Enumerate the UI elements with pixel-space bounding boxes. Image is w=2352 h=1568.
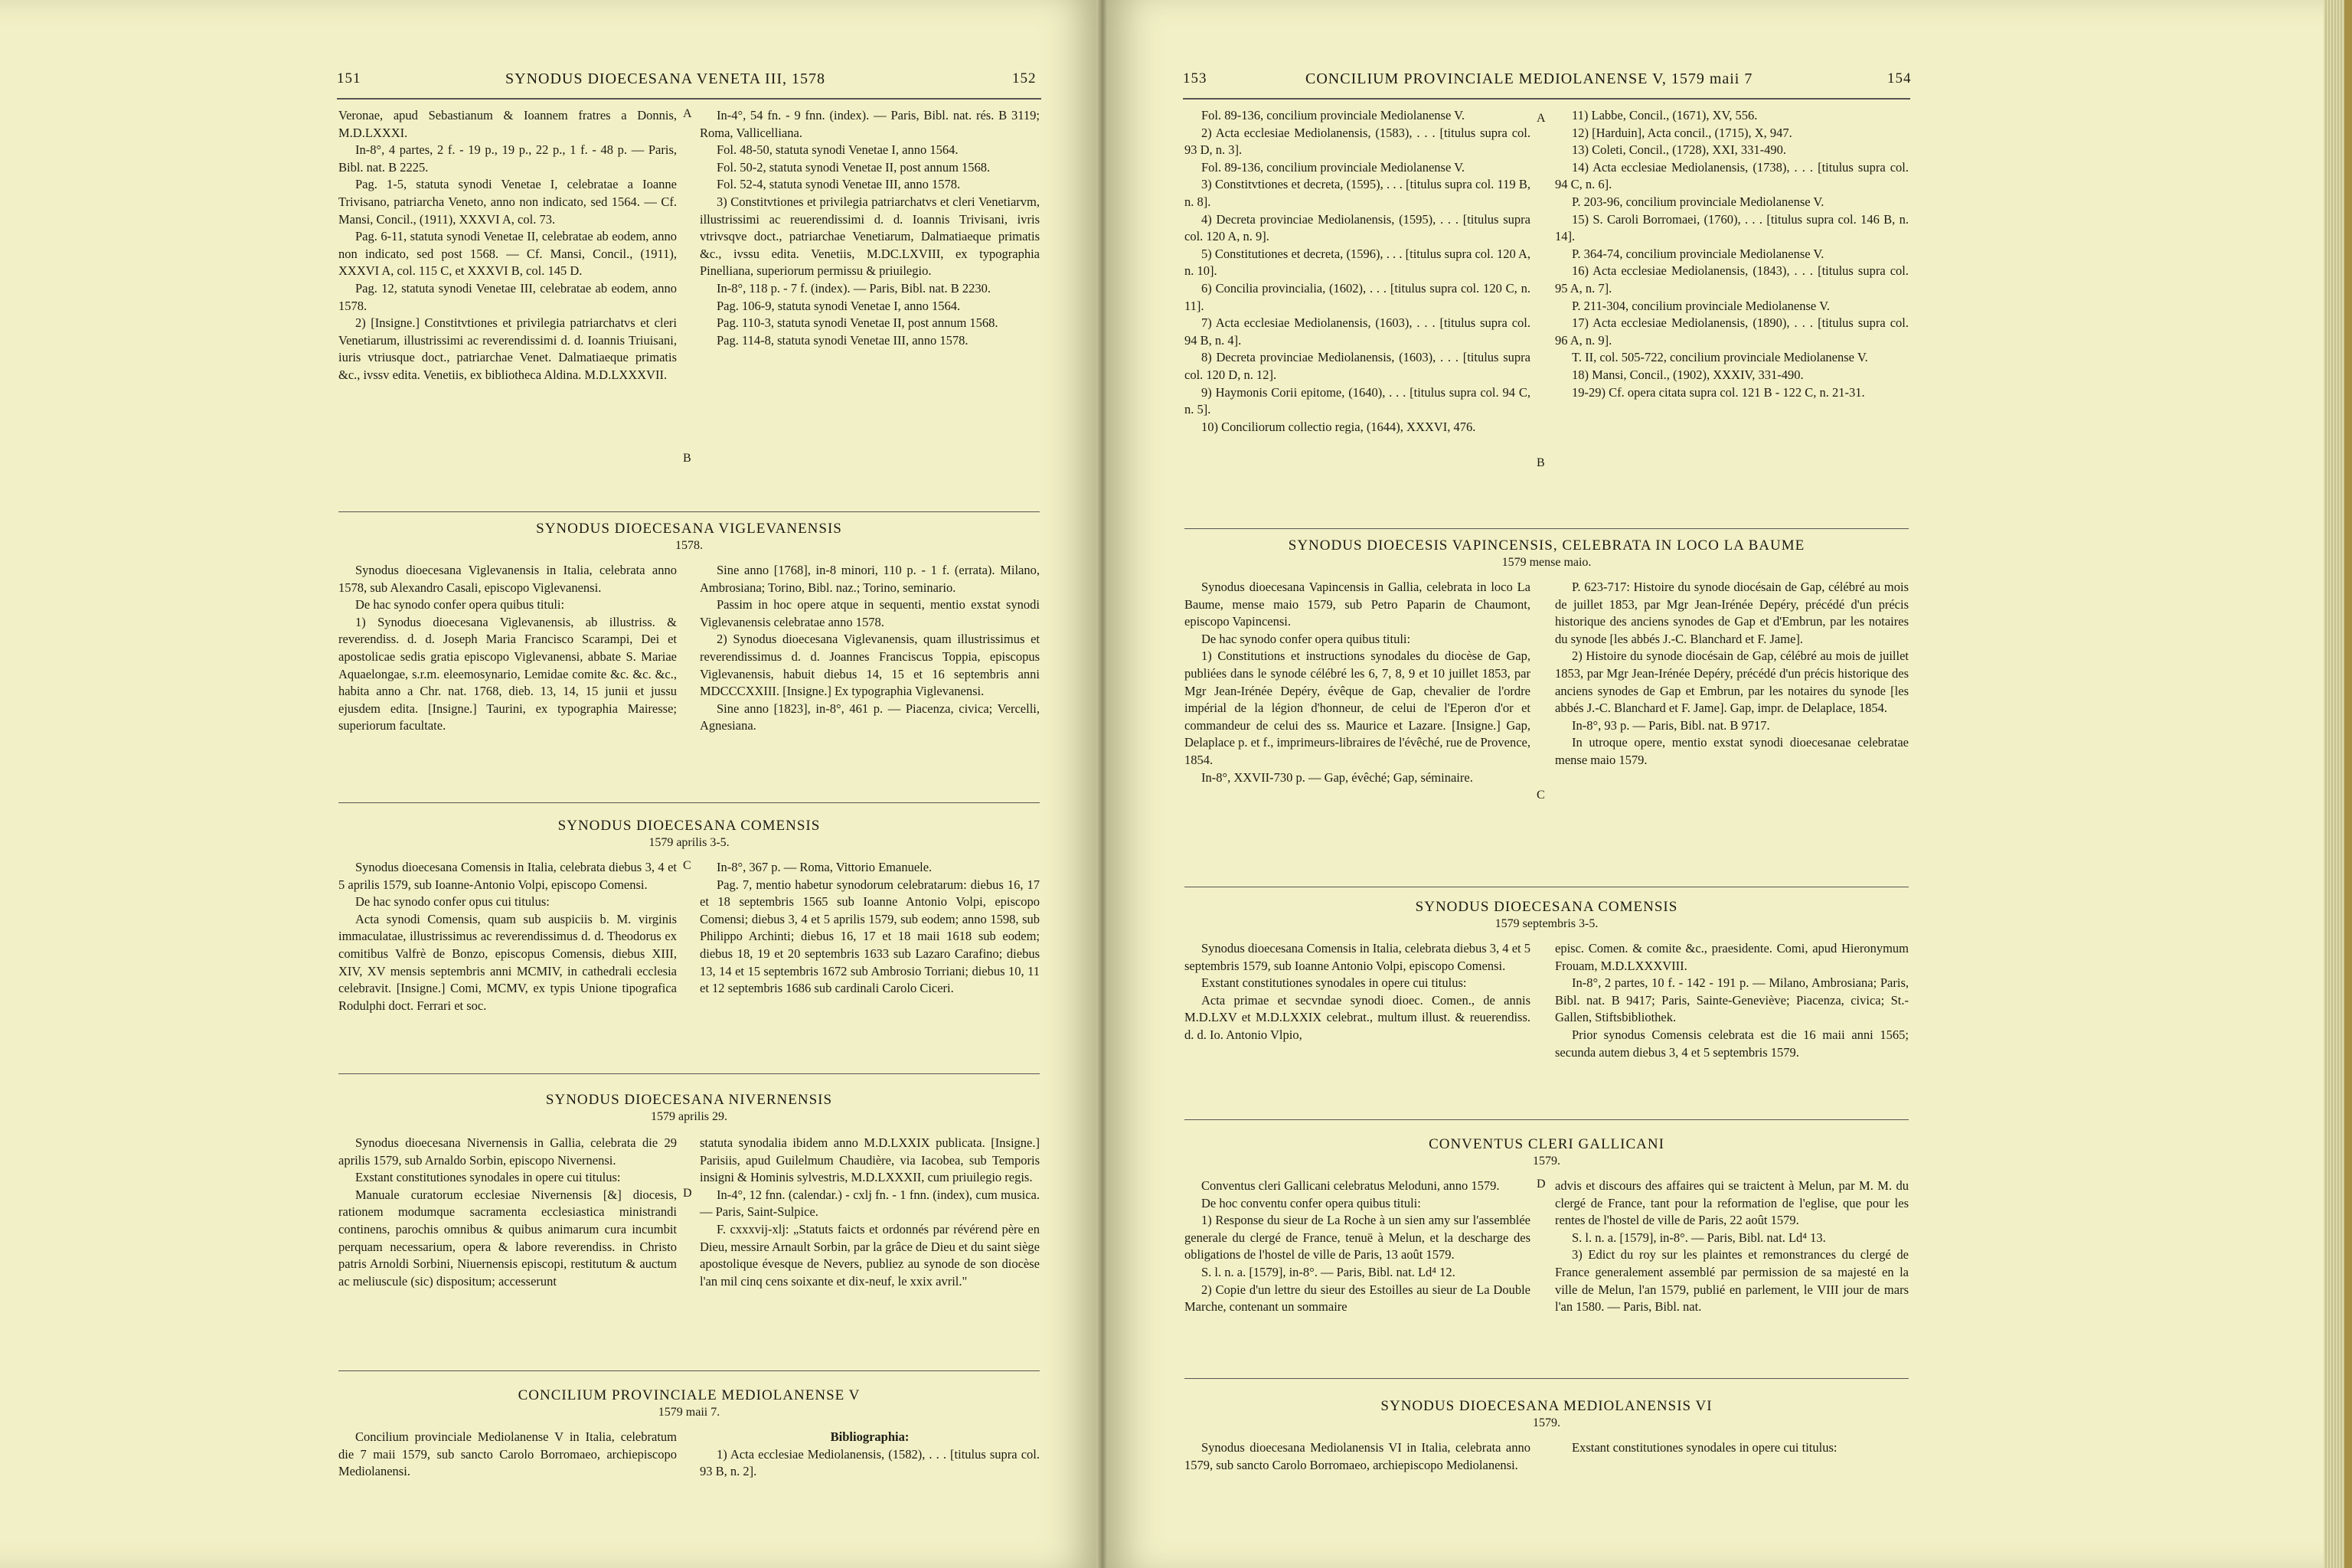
column-text: Synodus dioecesana Comensis in Italia, celebrata diebus 3, 4 et 5 septembris 1579, sub Ioanne Antonio Volpi, episcopo Comensi. Exstant constitutiones synodales in opere cui titulus: Acta primae et secvndae synodi dioec. Comen., de annis M.D.LXV et M.D.LXXIX celebrat., multum illust. & reuerendiss. d. d. Io. Antonio Vlpio, xyxy=(1184,941,1530,1042)
column-text: Synodus dioecesana Viglevanensis in Italia, celebrata anno 1578, sub Alexandro Casali, episcopo Viglevanensi. De hac synodo confer opera quibus tituli: 1) Synodus dioecesana Viglevanensis, ab illustriss. & reverendiss. d. d. Joseph Maria Francisco Scarampi, Dei et apostolicae sedis gratia episcopo Viglevanensi, abbate S. Mariae Aquaelongae, s.r.m. eleemosynario, Lemidae comite &c. &c. &c., habita anno a Chr. nat. 1768, dieb. 13, 14, 15 junii et jussu ejusdem edita. [Insigne.] Taurini, ex typographia Mairesse; superiorum facultate. xyxy=(338,563,677,733)
column-text: 11) Labbe, Concil., (1671), XV, 556. 12) [Harduin], Acta concil., (1715), X, 947. 13) Coleti, Concil., (1728), XXI, 331-490. 14) Acta ecclesiae Mediolanensis, (1738), . . . [titulus supra col. 94 C, n. 6]. P. 203-96, concilium provinciale Mediolanense V. 15) S. Caroli Borromaei, (1760), . . . [titulus supra col. 146 B, n. 14]. P. 364-74, concilium provinciale Mediolanense V. 16) Acta ecclesiae Mediolanensis, (1843), . . . [titulus supra col. 95 A, n. 7]. P. 211-304, concilium provinciale Mediolanense V. 17) Acta ecclesiae Mediolanensis, (1890), . . . [titulus supra col. 96 A, n. 9]. T. II, col. 505-722, concilium provinciale Mediolanense V. 18) Mansi, Concil., (1902), XXXIV, 331-490. 19-29) Cf. opera citata supra col. 121 B - 122 C, n. 21-31. xyxy=(1555,108,1909,400)
bibliography-heading: Bibliographia: xyxy=(830,1429,910,1444)
margin-letter: B xyxy=(683,452,691,465)
page-number: 152 xyxy=(1012,70,1037,87)
margin-letter: A xyxy=(683,107,692,120)
column-text: In-8°, 367 p. — Roma, Vittorio Emanuele. Pag. 7, mentio habetur synodorum celebratarum: diebus 16, 17 et 18 septembris 1565 sub Ioanne Antonio Volpi, episcopo Comensi; diebus 3, 4 et 5 aprilis 1579, sub eodem; anno 1598, sub Philippo Archinti; diebus 16, 17 et 18 maii 1618 sub eodem; diebus 18, 19 et 20 septembris 1633 sub Lazaro Carafino; diebus 13, 14 et 15 septembris 1672 sub Ambrosio Torriani; diebus 10, 11 et 12 septembris 1686 sub cardinali Carolo Ciceri. xyxy=(700,860,1040,996)
head-rule xyxy=(337,98,1041,100)
section-rule xyxy=(338,1073,1040,1074)
page-number: 153 xyxy=(1183,70,1207,87)
column-text: Sine anno [1768], in-8 minori, 110 p. - 1 f. (errata). Milano, Ambrosiana; Torino, Bibl. naz.; Torino, seminario. Passim in hoc opere atque in sequenti, mentio exstat synodi Viglevanensis celebratae anno 1578. 2) Synodus dioecesana Viglevanensis, quam illustrissimus et reverendissimus d. d. Joannes Franciscus Toppia, episcopus Viglevanensis, habuit diebus 14, 15 et 16 septembris anni MDCCCXXIII. [Insigne.] Ex typographia Viglevanensi. Sine anno [1823], in-8°, 461 p. — Piacenza, civica; Vercelli, Agnesiana. xyxy=(700,563,1040,733)
section-rule xyxy=(1184,1119,1909,1120)
margin-letter: D xyxy=(683,1187,692,1200)
running-head-title: SYNODUS DIOECESANA VENETA III, 1578 xyxy=(505,70,826,87)
column-text: advis et discours des affaires qui se traictent à Melun, par M. M. du clergé de France, tant pour la reformation de l'eglise, que pour les rentes de l'hostel de ville de Paris, 22 août 1579. S. l. n. a. [1579], in-8°. — Paris, Bibl. nat. Ld⁴ 13. 3) Edict du roy sur les plaintes et remonstrances du clergé de France generalement assemblé par permission de sa majesté en la ville de Melun, l'an 1579, publié en parlement, le VIII jour de mars l'an 1580. — Paris, Bibl. nat. xyxy=(1555,1178,1909,1315)
running-head-title: CONCILIUM PROVINCIALE MEDIOLANENSE V, 1579 maii 7 xyxy=(1305,70,1753,87)
section-title: SYNODUS DIOECESANA MEDIOLANENSIS VI 1579. xyxy=(1380,1398,1713,1429)
margin-letter: A xyxy=(1537,112,1546,125)
section-rule xyxy=(338,1370,1040,1371)
column-text: Conventus cleri Gallicani celebratus Meloduni, anno 1579. De hoc conventu confer opera quibus tituli: 1) Response du sieur de La Roche à un sien amy sur l'assemblée generale du clergé de France, tenuë à Melun, et la descharge des obligations de l'hostel de ville de Paris, 13 août 1579. S. l. n. a. [1579], in-8°. — Paris, Bibl. nat. Ld⁴ 12. 2) Copie d'un lettre du sieur des Estoilles au sieur de La Double Marche, contenant un sommaire xyxy=(1184,1178,1530,1315)
head-rule xyxy=(1183,98,1910,100)
section-title: CONCILIUM PROVINCIALE MEDIOLANENSE V 1579 maii 7. xyxy=(518,1387,861,1419)
column-text: Exstant constitutiones synodales in opere cui titulus: xyxy=(1572,1440,1838,1455)
column-text: statuta synodalia ibidem anno M.D.LXXIX publicata. [Insigne.] Parisiis, apud Guilelmum Chaudière, via Iacobea, sub Temporis insigni & Hominis sylvestris, M.D.LXXXII, cum priuilegio regis. In-4°, 12 fnn. (calendar.) - cxlj fn. - 1 fnn. (index), cum musica. — Paris, Saint-Sulpice. F. cxxxvij-xlj: „Statuts faicts et ordonnés par révérend père en Dieu, messire Arnault Sorbin, par la grâce de Dieu et du saint siège apostolique évesque de Nevers, publiez au synode de son diocèse l'an mil cinq cens soixante et dix-neuf, le xxix avril." xyxy=(700,1135,1040,1289)
column-text: Veronae, apud Sebastianum & Ioannem fratres a Donnis, M.D.LXXXI. In-8°, 4 partes, 2 f. - 19 p., 19 p., 22 p., 1 f. - 48 p. — Paris, Bibl. nat. B 2225. Pag. 1-5, statuta synodi Venetae I, celebratae a Ioanne Trivisano, patriarcha Veneto, anno non indicato, sed 1564. — Cf. Mansi, Concil., (1911), XXXVI A, col. 73. Pag. 6-11, statuta synodi Venetae II, celebratae ab eodem, anno non indicato, sed post 1568. — Cf. Mansi, Concil., (1911), XXXVI A, col. 115 C, et XXXVI B, col. 145 D. Pag. 12, statuta synodi Venetae III, celebratae ab eodem, anno 1578. 2) [Insigne.] Constitvtiones et privilegia patriarchatvs et cleri Venetiarum, illustrissimi ac reverendissimi d. d. Ioannis Triuisani, iuris vtriusque doct., patriarchae Venet. Dalmatiaeque primatis &c., ivssv edita. Venetiis, ex bibliotheca Aldina. M.D.LXXXVII. xyxy=(338,108,677,382)
margin-letter: C xyxy=(683,859,691,872)
section-rule xyxy=(338,802,1040,803)
section-title: SYNODUS DIOECESANA VIGLEVANENSIS 1578. xyxy=(536,521,842,552)
page-number: 151 xyxy=(337,70,361,87)
left-page xyxy=(0,0,1099,1568)
column-text: Synodus dioecesana Nivernensis in Gallia, celebrata die 29 aprilis 1579, sub Arnaldo Sorbin, episcopo Nivernensi. Exstant constitutiones synodales in opere cui titulus: Manuale curatorum ecclesiae Nivernensis [&] diocesis, rationem modumque sacramenta ecclesiastica ministrandi continens, parochis omnibus & quibus animarum cura incumbit perquam necessarium, opera & labore reverendiss. in Christo patris Arnoldi Sorbini, Niuernensis episcopi, restitutum & auctum ac meliuscule (sic) dispositum; accesserunt xyxy=(338,1135,677,1289)
margin-letter: D xyxy=(1537,1178,1546,1191)
column-text: P. 623-717: Histoire du synode diocésain de Gap, célébré au mois de juillet 1853, par Mgr Jean-Irénée Depéry, précédé d'un précis historique des anciens synodes de Gap et d'Embrun, par les notaires du synode [les abbés J.-C. Blanchard et F. Jame]. 2) Histoire du synode diocésain de Gap, célébré au mois de juillet 1853, par Mgr Jean-Irénée Depéry, précédé d'un précis historique des anciens synodes de Gap et Embrun, par les notaires du synode [les abbés J.-C. Blanchard et F. Jame]. Gap, impr. de Delaplace, 1854. In-8°, 93 p. — Paris, Bibl. nat. B 9717. In utroque opere, mentio exstat synodi dioecesanae celebratae mense maio 1579. xyxy=(1555,580,1909,767)
column-text: Synodus dioecesana Mediolanensis VI in Italia, celebrata anno 1579, sub sancto Carolo Borromaeo, archiepiscopo Mediolanensi. xyxy=(1184,1440,1530,1472)
section-title: SYNODUS DIOECESANA COMENSIS 1579 aprilis 3-5. xyxy=(557,818,821,849)
right-page xyxy=(1106,0,2324,1568)
margin-letter: B xyxy=(1537,456,1545,469)
column-text: Fol. 89-136, concilium provinciale Mediolanense V. 2) Acta ecclesiae Mediolanensis, (1583), . . . [titulus supra col. 93 D, n. 3]. Fol. 89-136, concilium provinciale Mediolanense V. 3) Constitvtiones et decreta, (1595), . . . [titulus supra col. 119 B, n. 8]. 4) Decreta provinciae Mediolanensis, (1595), . . . [titulus supra col. 120 A, n. 9]. 5) Constitutiones et decreta, (1596), . . . [titulus supra col. 120 A, n. 10]. 6) Concilia provincialia, (1602), . . . [titulus supra col. 120 C, n. 11]. 7) Acta ecclesiae Mediolanensis, (1603), . . . [titulus supra col. 94 B, n. 4]. 8) Decreta provinciae Mediolanensis, (1603), . . . [titulus supra col. 120 D, n. 12]. 9) Haymonis Corii epitome, (1640), . . . [titulus supra col. 94 C, n. 5]. 10) Conciliorum collectio regia, (1644), XXXVI, 476. xyxy=(1184,108,1530,434)
section-title: SYNODUS DIOECESIS VAPINCENSIS, CELEBRATA IN LOCO LA BAUME 1579 mense maio. xyxy=(1288,537,1805,569)
section-rule xyxy=(1184,528,1909,529)
page-number: 154 xyxy=(1887,70,1912,87)
column-text: Synodus dioecesana Comensis in Italia, celebrata diebus 3, 4 et 5 aprilis 1579, sub Ioanne-Antonio Volpi, episcopo Comensi. De hac synodo confer opus cui titulus: Acta synodi Comensis, quam sub auspiciis b. M. virginis immaculatae, illustrissimus ac reverendissimus d. d. Theodorus ex comitibus Valfrè de Bonzo, episcopus Comensis, diebus XIII, XIV, XV mensis septembris anni MCMIV, in cathedrali ecclesia celebravit. [Insigne.] Comi, MCMV, ex typis Unione tipografica Rodulphi doct. Ferrari et soc. xyxy=(338,860,677,1013)
section-title: CONVENTUS CLERI GALLICANI 1579. xyxy=(1429,1136,1664,1168)
book-cover-edge xyxy=(2344,0,2352,1568)
column-text: In-4°, 54 fn. - 9 fnn. (index). — Paris, Bibl. nat. rés. B 3119; Roma, Vallicelliana. Fol. 48-50, statuta synodi Venetae I, anno 1564. Fol. 50-2, statuta synodi Venetae II, post annum 1568. Fol. 52-4, statuta synodi Venetae III, anno 1578. 3) Constitvtiones et privilegia patriarchatvs et cleri Venetiarvm, illustrissimi ac reuerendissimi d. d. Ioannis Trivisani, ivris vtrivsqve doct., patriarchae Venetiarum, Dalmatiaeque primatis &c., ivssu edita. Venetiis, M.DC.LXVIII, ex typographia Pinelliana, superiorum permissu & priuilegio. In-8°, 118 p. - 7 f. (index). — Paris, Bibl. nat. B 2230. Pag. 106-9, statuta synodi Venetae I, anno 1564. Pag. 110-3, statuta synodi Venetae II, post annum 1568. Pag. 114-8, statuta synodi Venetae III, anno 1578. xyxy=(700,108,1040,348)
column-text: episc. Comen. & comite &c., praesidente. Comi, apud Hieronymum Frouam, M.D.LXXXVIII. In-8°, 2 partes, 10 f. - 142 - 191 p. — Milano, Ambrosiana; Paris, Bibl. nat. B 9417; Paris, Sainte-Geneviève; Piacenza, civica; St.-Gallen, Stiftsbibliothek. Prior synodus Comensis celebrata est die 16 maii anni 1565; secunda autem diebus 3, 4 et 5 septembris 1579. xyxy=(1555,941,1909,1060)
column-text: Synodus dioecesana Vapincensis in Gallia, celebrata in loco La Baume, mense maio 1579, sub Petro Paparin de Chaumont, episcopo Vapincensi. De hac synodo confer opera quibus tituli: 1) Constitutions et instructions synodales du diocèse de Gap, publiées dans le synode célébré les 6, 7, 8, 9 et 10 juillet 1853, par Mgr Jean-Irénée Depéry, évêque de Gap, chevalier de l'ordre impérial de la légion d'honneur, de celui de l'Eperon d'or et commandeur de celui des ss. Maurice et Lazare. [Insigne.] Gap, Delaplace p. et f., imprimeurs-libraires de l'évêché, rue de Provence, 1854. In-8°, XXVII-730 p. — Gap, évêché; Gap, séminaire. xyxy=(1184,580,1530,785)
section-title: SYNODUS DIOECESANA NIVERNENSIS 1579 aprilis 29. xyxy=(545,1092,833,1123)
section-title: SYNODUS DIOECESANA COMENSIS 1579 septembris 3-5. xyxy=(1415,899,1678,930)
section-rule xyxy=(1184,1378,1909,1379)
column-text: Concilium provinciale Mediolanense V in Italia, celebratum die 7 maii 1579, sub sancto Carolo Borromaeo, archiepiscopo Mediolanensi. xyxy=(338,1429,677,1479)
column-text: Bibliographia: 1) Acta ecclesiae Mediolanensis, (1582), . . . [titulus supra col. 93 B, n. 2]. xyxy=(700,1429,1040,1479)
margin-letter: C xyxy=(1537,789,1545,802)
section-rule xyxy=(338,511,1040,512)
